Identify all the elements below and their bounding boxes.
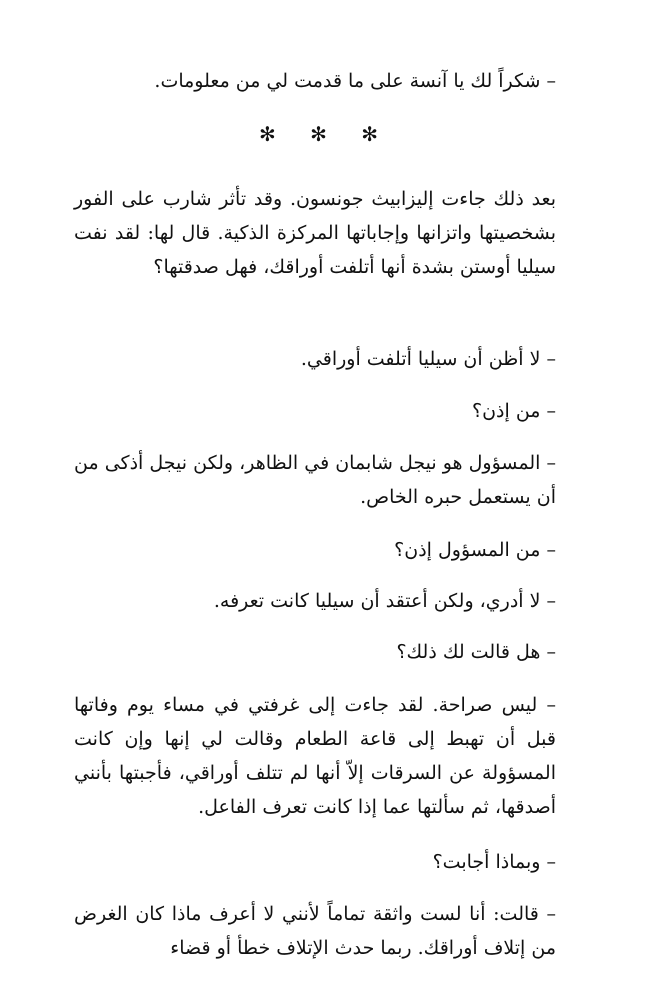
paragraph-dialogue-4: – من المسؤول إذن؟ <box>394 539 556 561</box>
paragraph-thanks: – شكراً لك يا آنسة على ما قدمت لي من معلومات. <box>154 70 556 92</box>
paragraph-dialogue-7: – ليس صراحة. لقد جاءت إلى غرفتي في مساء يوم وفاتها قبل أن تهبط إلى قاعة الطعام وقالت لي إنها وإن كانت المسؤولة عن السرقات إلاّ أنها لم تتلف أوراقي، فأجبتها بأنني أصدقها، ثم سألتها عما إذا كانت تعرف الفاعل. <box>74 694 556 818</box>
paragraph-dialogue-8: – وبماذا أجابت؟ <box>432 851 556 873</box>
paragraph-dialogue-5: – لا أدري، ولكن أعتقد أن سيليا كانت تعرفه. <box>213 590 556 612</box>
paragraph-dialogue-9: – قالت: أنا لست واثقة تماماً لأنني لا أعرف ماذا كان الغرض من إتلاف أوراقك. ربما حدث الإتلاف خطأ أو قضاء <box>74 903 556 959</box>
paragraph-dialogue-3: – المسؤول هو نيجل شابمان في الظاهر، ولكن نيجل أذكى من أن يستعمل حبره الخاص. <box>74 452 556 508</box>
section-separator: ✻ ✻ ✻ <box>259 122 392 146</box>
paragraph-dialogue-6: – هل قالت لك ذلك؟ <box>396 641 556 663</box>
paragraph-dialogue-2: – من إذن؟ <box>472 400 556 422</box>
paragraph-narration: بعد ذلك جاءت إليزابيث جونسون. وقد تأثر شارب على الفور بشخصيتها واتزانها وإجاباتها المركزة الذكية. قال لها: لقد نفت سيليا أوستن بشدة أنها أتلفت أوراقك، فهل صدقتها؟ <box>74 188 556 278</box>
paragraph-dialogue-1: – لا أظن أن سيليا أتلفت أوراقي. <box>300 348 556 370</box>
